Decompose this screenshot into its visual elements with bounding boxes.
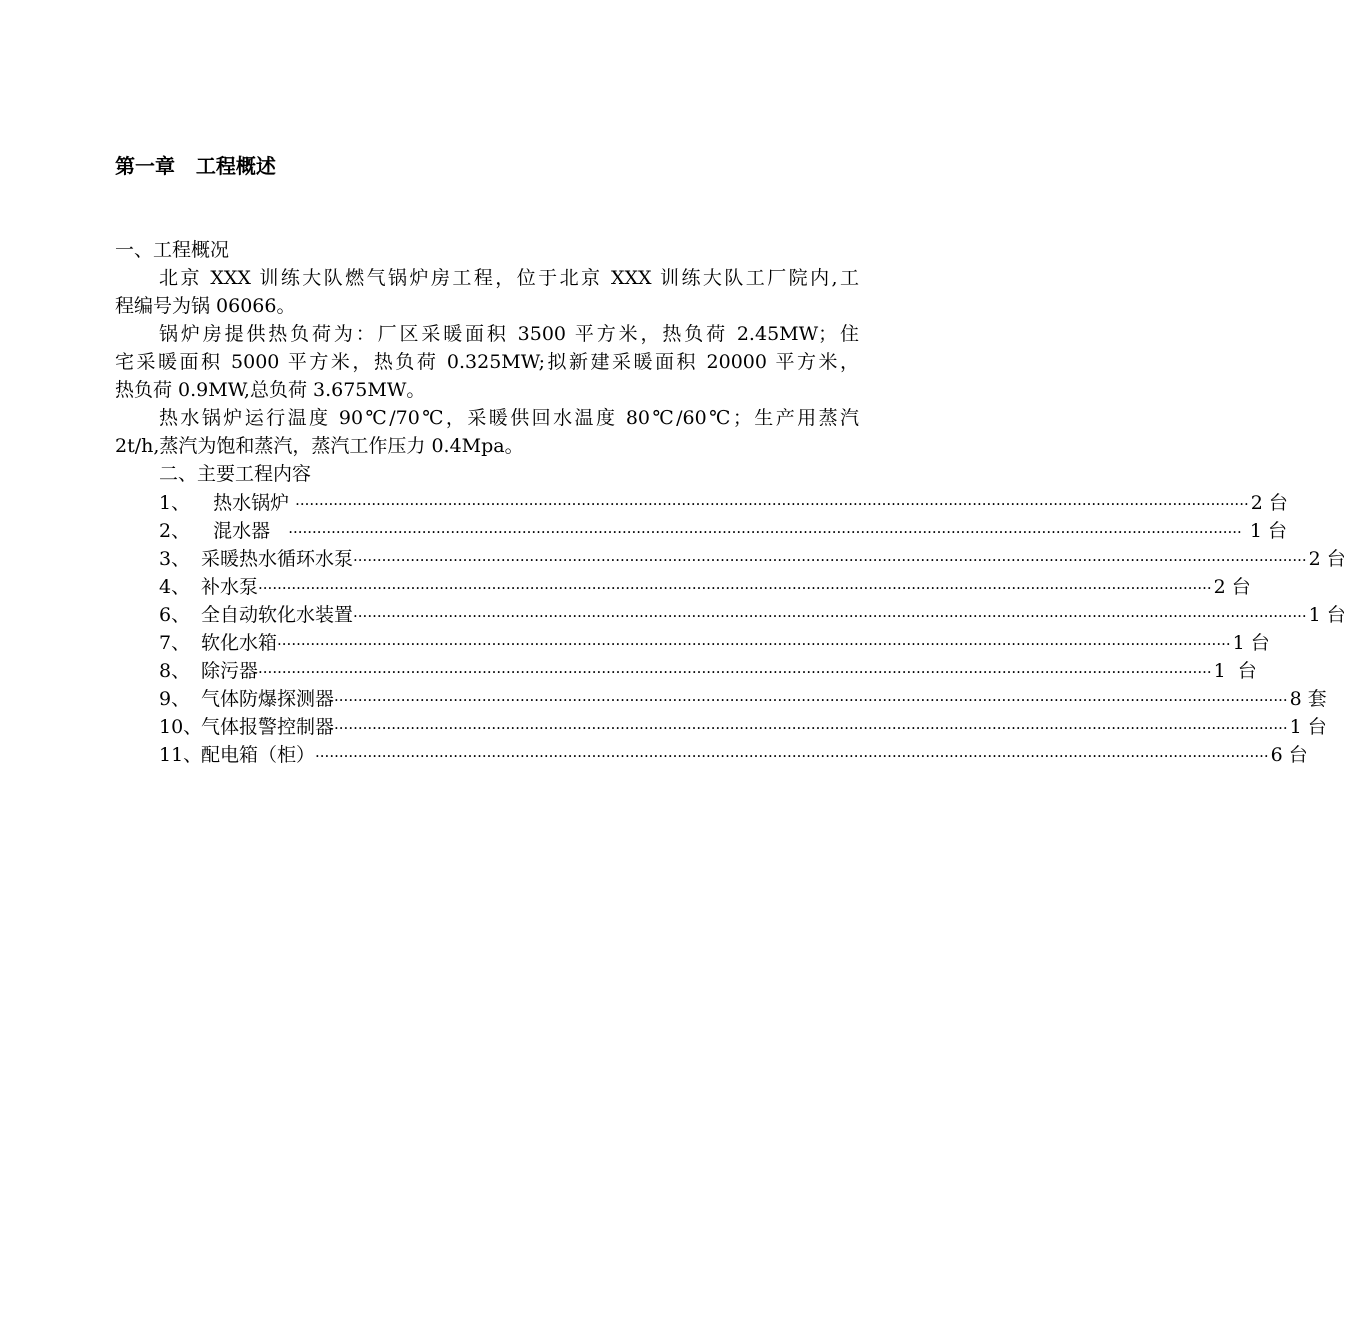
section-heading-contents: 二、主要工程内容	[159, 463, 312, 485]
list-item	[159, 516, 1287, 544]
leader-dots: ········································································································································································································	[295, 495, 1249, 513]
paragraph-2-line-3: 热负荷 0.9MW,总负荷 3.675MW。	[115, 379, 426, 401]
section-heading-overview: 一、工程概况	[115, 239, 230, 261]
item-number: 6、	[159, 604, 191, 626]
chapter-title: 第一章 工程概述	[115, 154, 276, 178]
item-label: 软化水箱	[201, 632, 278, 654]
list-item	[159, 544, 1346, 572]
list-item	[159, 740, 1308, 768]
item-number: 11、	[159, 744, 203, 766]
list-item	[159, 572, 1251, 600]
leader-dots: ········································································································································································································	[258, 663, 1212, 681]
paragraph-3-line-1: 热水锅炉运行温度 90℃/70℃，采暖供回水温度 80℃/60℃；生产用蒸汽	[159, 407, 859, 429]
item-quantity: 1 台	[1308, 604, 1346, 626]
paragraph-3-line-2: 2t/h,蒸汽为饱和蒸汽，蒸汽工作压力 0.4Mpa。	[115, 435, 524, 457]
leader-dots: ········································································································································································································	[353, 607, 1307, 625]
item-quantity: 1 台	[1289, 716, 1327, 738]
item-label: 气体防爆探测器	[201, 688, 335, 710]
item-quantity: 1 台	[1243, 520, 1287, 542]
item-quantity: 1 台	[1232, 632, 1270, 654]
list-item	[159, 600, 1346, 628]
item-label: 气体报警控制器	[201, 716, 335, 738]
item-number: 3、	[159, 548, 191, 570]
item-number: 7、	[159, 632, 191, 654]
paragraph-2-line-1: 锅炉房提供热负荷为：厂区采暖面积 3500 平方米，热负荷 2.45MW；住	[159, 323, 859, 345]
item-quantity: 6 台	[1270, 744, 1308, 766]
list-item	[159, 628, 1270, 656]
list-item	[159, 712, 1327, 740]
leader-dots: ········································································································································································································	[315, 747, 1269, 765]
item-number: 2、	[159, 520, 191, 542]
leader-dots: ········································································································································································································	[288, 523, 1242, 541]
item-number: 9、	[159, 688, 191, 710]
list-item	[159, 488, 1288, 516]
list-item	[159, 656, 1257, 684]
leader-dots: ········································································································································································································	[353, 551, 1307, 569]
item-number: 8、	[159, 660, 191, 682]
equipment-list	[159, 488, 1346, 768]
item-quantity: 1 台	[1213, 660, 1257, 682]
list-item	[159, 684, 1327, 712]
item-quantity: 2 台	[1250, 492, 1288, 514]
item-label: 配电箱（柜）	[201, 744, 316, 766]
item-number: 1、	[159, 492, 191, 514]
item-label: 全自动软化水装置	[201, 604, 354, 626]
item-quantity: 8 套	[1289, 688, 1327, 710]
paragraph-1-line-2: 程编号为锅 06066。	[115, 295, 296, 317]
paragraph-1-line-1: 北京 XXX 训练大队燃气锅炉房工程，位于北京 XXX 训练大队工厂院内,工	[159, 267, 859, 289]
item-quantity: 2 台	[1308, 548, 1346, 570]
item-quantity: 2 台	[1213, 576, 1251, 598]
item-label: 补水泵	[201, 576, 259, 598]
paragraph-2-line-2: 宅采暖面积 5000 平方米，热负荷 0.325MW;拟新建采暖面积 20000 平方米，	[115, 351, 859, 373]
leader-dots: ········································································································································································································	[258, 579, 1212, 597]
item-label: 混水器	[201, 520, 289, 542]
item-label: 采暖热水循环水泵	[201, 548, 354, 570]
item-number: 10、	[159, 716, 203, 738]
item-number: 4、	[159, 576, 191, 598]
leader-dots: ········································································································································································································	[277, 635, 1231, 653]
leader-dots: ········································································································································································································	[334, 691, 1288, 709]
item-label: 除污器	[201, 660, 259, 682]
leader-dots: ········································································································································································································	[334, 719, 1288, 737]
section-overview	[115, 236, 859, 488]
item-label: 热水锅炉	[201, 492, 296, 514]
